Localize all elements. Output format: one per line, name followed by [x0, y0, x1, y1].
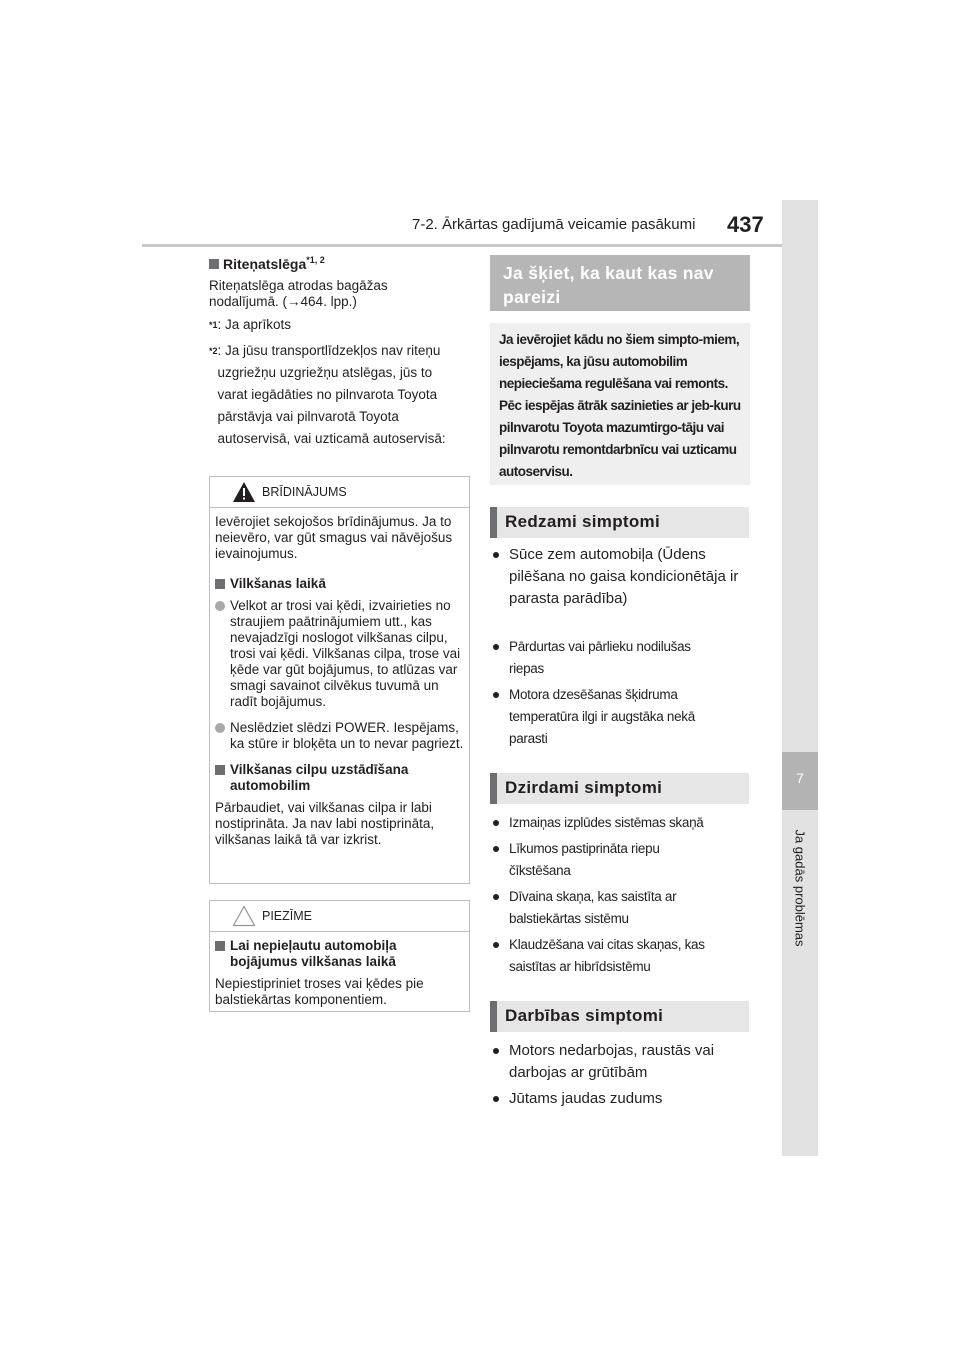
- list-item: [493, 886, 743, 930]
- list-item: [493, 934, 743, 978]
- bullet-icon: [493, 846, 499, 852]
- warning-triangle-icon: [232, 481, 256, 503]
- wheel-lock-footnote-marks: *1, 2: [306, 255, 325, 265]
- list-item-text: Līkumos pastiprināta riepu čīkstēšana: [509, 841, 660, 878]
- note-box: [209, 900, 470, 1012]
- caution-triangle-icon: [232, 905, 256, 927]
- list-item: [493, 684, 743, 750]
- warning-hooks-text: Pārbaudiet, vai vilkšanas cilpa ir labi nostiprināta. Ja nav labi nostiprināta, vilkšanas laikā tā var izkrist.: [215, 800, 435, 847]
- warning-heading-hooks: [215, 762, 464, 794]
- list-item-text: Motors nedarbojas, raustās vai darbojas ar grūtībām: [509, 1042, 715, 1081]
- bullet-icon: [493, 644, 499, 650]
- list-item-text: Izmaiņas izplūdes sistēmas skaņā: [509, 815, 704, 830]
- list-item: [493, 1040, 743, 1084]
- warning-intro: Ievērojiet sekojošos brīdinājumus. Ja to neievēro, var gūt smagus vai nāvējošus ievainojumus.: [215, 514, 453, 561]
- audible-symptoms-title: Dzirdami simptomi: [505, 778, 663, 797]
- wheel-lock-heading: [209, 256, 471, 272]
- note-heading-text: Lai nepieļautu automobiļa bojājumus vilkšanas laikā: [230, 938, 397, 969]
- square-bullet-icon: [215, 765, 225, 775]
- chapter-side-tab: [782, 200, 818, 1156]
- warning-bullet-2-text: Neslēdziet slēdzi POWER. Iespējams, ka stūre ir bloķēta un to nevar pagriezt.: [230, 720, 464, 751]
- band-accent-bar: [490, 507, 497, 538]
- list-item: [493, 544, 743, 610]
- warning-heading-towing: [215, 576, 464, 592]
- circle-bullet-icon: [215, 723, 225, 733]
- warning-heading-hooks-text: Vilkšanas cilpu uzstādīšana automobilim: [230, 762, 409, 793]
- footnote-1-key: *1: [209, 320, 218, 330]
- operation-symptoms-title: Darbības simptomi: [505, 1006, 664, 1025]
- warning-box-header: [210, 477, 469, 508]
- square-bullet-icon: [215, 941, 225, 951]
- visible-symptoms-band: [490, 507, 749, 538]
- list-item-text: Dīvaina skaņa, kas saistīta ar balstiekārtas sistēmu: [509, 889, 677, 926]
- list-item-text: Motora dzesēšanas šķidruma temperatūra ilgi ir augstāka nekā parasti: [509, 687, 695, 746]
- main-section-band: [490, 255, 750, 311]
- intro-text: Ja ievērojiet kādu no šiem simpto-miem, iespējams, ka jūsu automobilim nepieciešama regulēšana vai remonts. Pēc iespējas ātrāk sazinieties ar jeb-kuru pilnvarotu Toyota mazumtirgo-tāju vai pilnvarotu remontdarbnīcu vai uzticamu autoservisu.: [499, 332, 741, 479]
- bullet-icon: [493, 1048, 499, 1054]
- warning-body: [210, 508, 469, 848]
- bullet-icon: [493, 894, 499, 900]
- bullet-icon: [493, 552, 499, 558]
- note-body: [210, 932, 469, 1008]
- warning-heading-towing-text: Vilkšanas laikā: [230, 576, 326, 591]
- section-title: 7-2. Ārkārtas gadījumā veicamie pasākumi: [412, 216, 696, 233]
- note-text: Nepiestipriniet troses vai ķēdes pie balstiekārtas komponentiem.: [215, 976, 424, 1007]
- page-number: 437: [727, 212, 764, 237]
- main-section-title: Ja šķiet, ka kaut kas nav pareizi: [503, 263, 714, 307]
- band-accent-bar: [490, 773, 497, 804]
- bullet-icon: [493, 820, 499, 826]
- square-bullet-icon: [209, 259, 219, 269]
- wheel-lock-heading-text: Riteņatslēga: [223, 256, 307, 272]
- footnote-2: [209, 340, 471, 450]
- circle-bullet-icon: [215, 601, 225, 611]
- bullet-icon: [493, 942, 499, 948]
- chapter-label: Ja gadās problēmas: [792, 829, 808, 947]
- list-item: [493, 838, 743, 882]
- warning-box: [209, 476, 470, 884]
- note-box-header: [210, 901, 469, 932]
- band-accent-bar: [490, 1001, 497, 1032]
- chapter-number: 7: [796, 770, 804, 786]
- warning-bullet-1-text: Velkot ar trosi vai ķēdi, izvairieties no straujiem paātrinājumiem utt., kas nevajadzīgi noslogot vilkšanas cilpu, trosi vai ķēdi. Vilkšanas cilpa, trose vai ķēde var gūt bojājumus, to atlūzas var smagi savainot cilvēkus tuvumā un radīt bojājumus.: [230, 598, 461, 709]
- list-item: [493, 636, 743, 680]
- wheel-lock-text: Riteņatslēga atrodas bagāžas nodalījumā. (→464. lpp.): [209, 278, 388, 309]
- list-item-text: Sūce zem automobiļa (Ūdens pilēšana no gaisa kondicionētāja ir parasta parādība): [509, 546, 739, 607]
- bullet-icon: [493, 1096, 499, 1102]
- wheel-lock-section: [209, 256, 471, 450]
- list-item-text: Jūtams jaudas zudums: [509, 1090, 663, 1107]
- header-rule: [142, 244, 782, 247]
- warning-title: BRĪDINĀJUMS: [262, 485, 347, 499]
- list-item-text: Pārdurtas vai pārlieku nodilušas riepas: [509, 639, 691, 676]
- intro-box: [490, 323, 750, 485]
- note-title: PIEZĪME: [262, 909, 313, 923]
- visible-symptoms-title: Redzami simptomi: [505, 512, 660, 531]
- list-item: [493, 1088, 743, 1110]
- warning-bullet-2: [215, 720, 464, 752]
- square-bullet-icon: [215, 579, 225, 589]
- operation-symptoms-band: [490, 1001, 749, 1032]
- bullet-icon: [493, 692, 499, 698]
- footnote-2-text: : Ja jūsu transportlīdzekļos nav riteņu uzgriežņu uzgriežņu atslēgas, jūs to varat iegādāties no pilnvarota Toyota pārstāvja vai pilnvarotā Toyota autoservisā, vai uzticamā autoservisā:: [217, 343, 446, 446]
- footnote-2-key: *2: [209, 346, 218, 356]
- list-item: [493, 812, 743, 834]
- warning-bullet-1: [215, 598, 464, 710]
- note-heading: [215, 938, 464, 970]
- footnote-1: [209, 314, 471, 336]
- audible-symptoms-band: [490, 773, 749, 804]
- list-item-text: Klaudzēšana vai citas skaņas, kas saistītas ar hibrīdsistēmu: [509, 937, 705, 974]
- footnote-1-text: : Ja aprīkots: [217, 317, 292, 332]
